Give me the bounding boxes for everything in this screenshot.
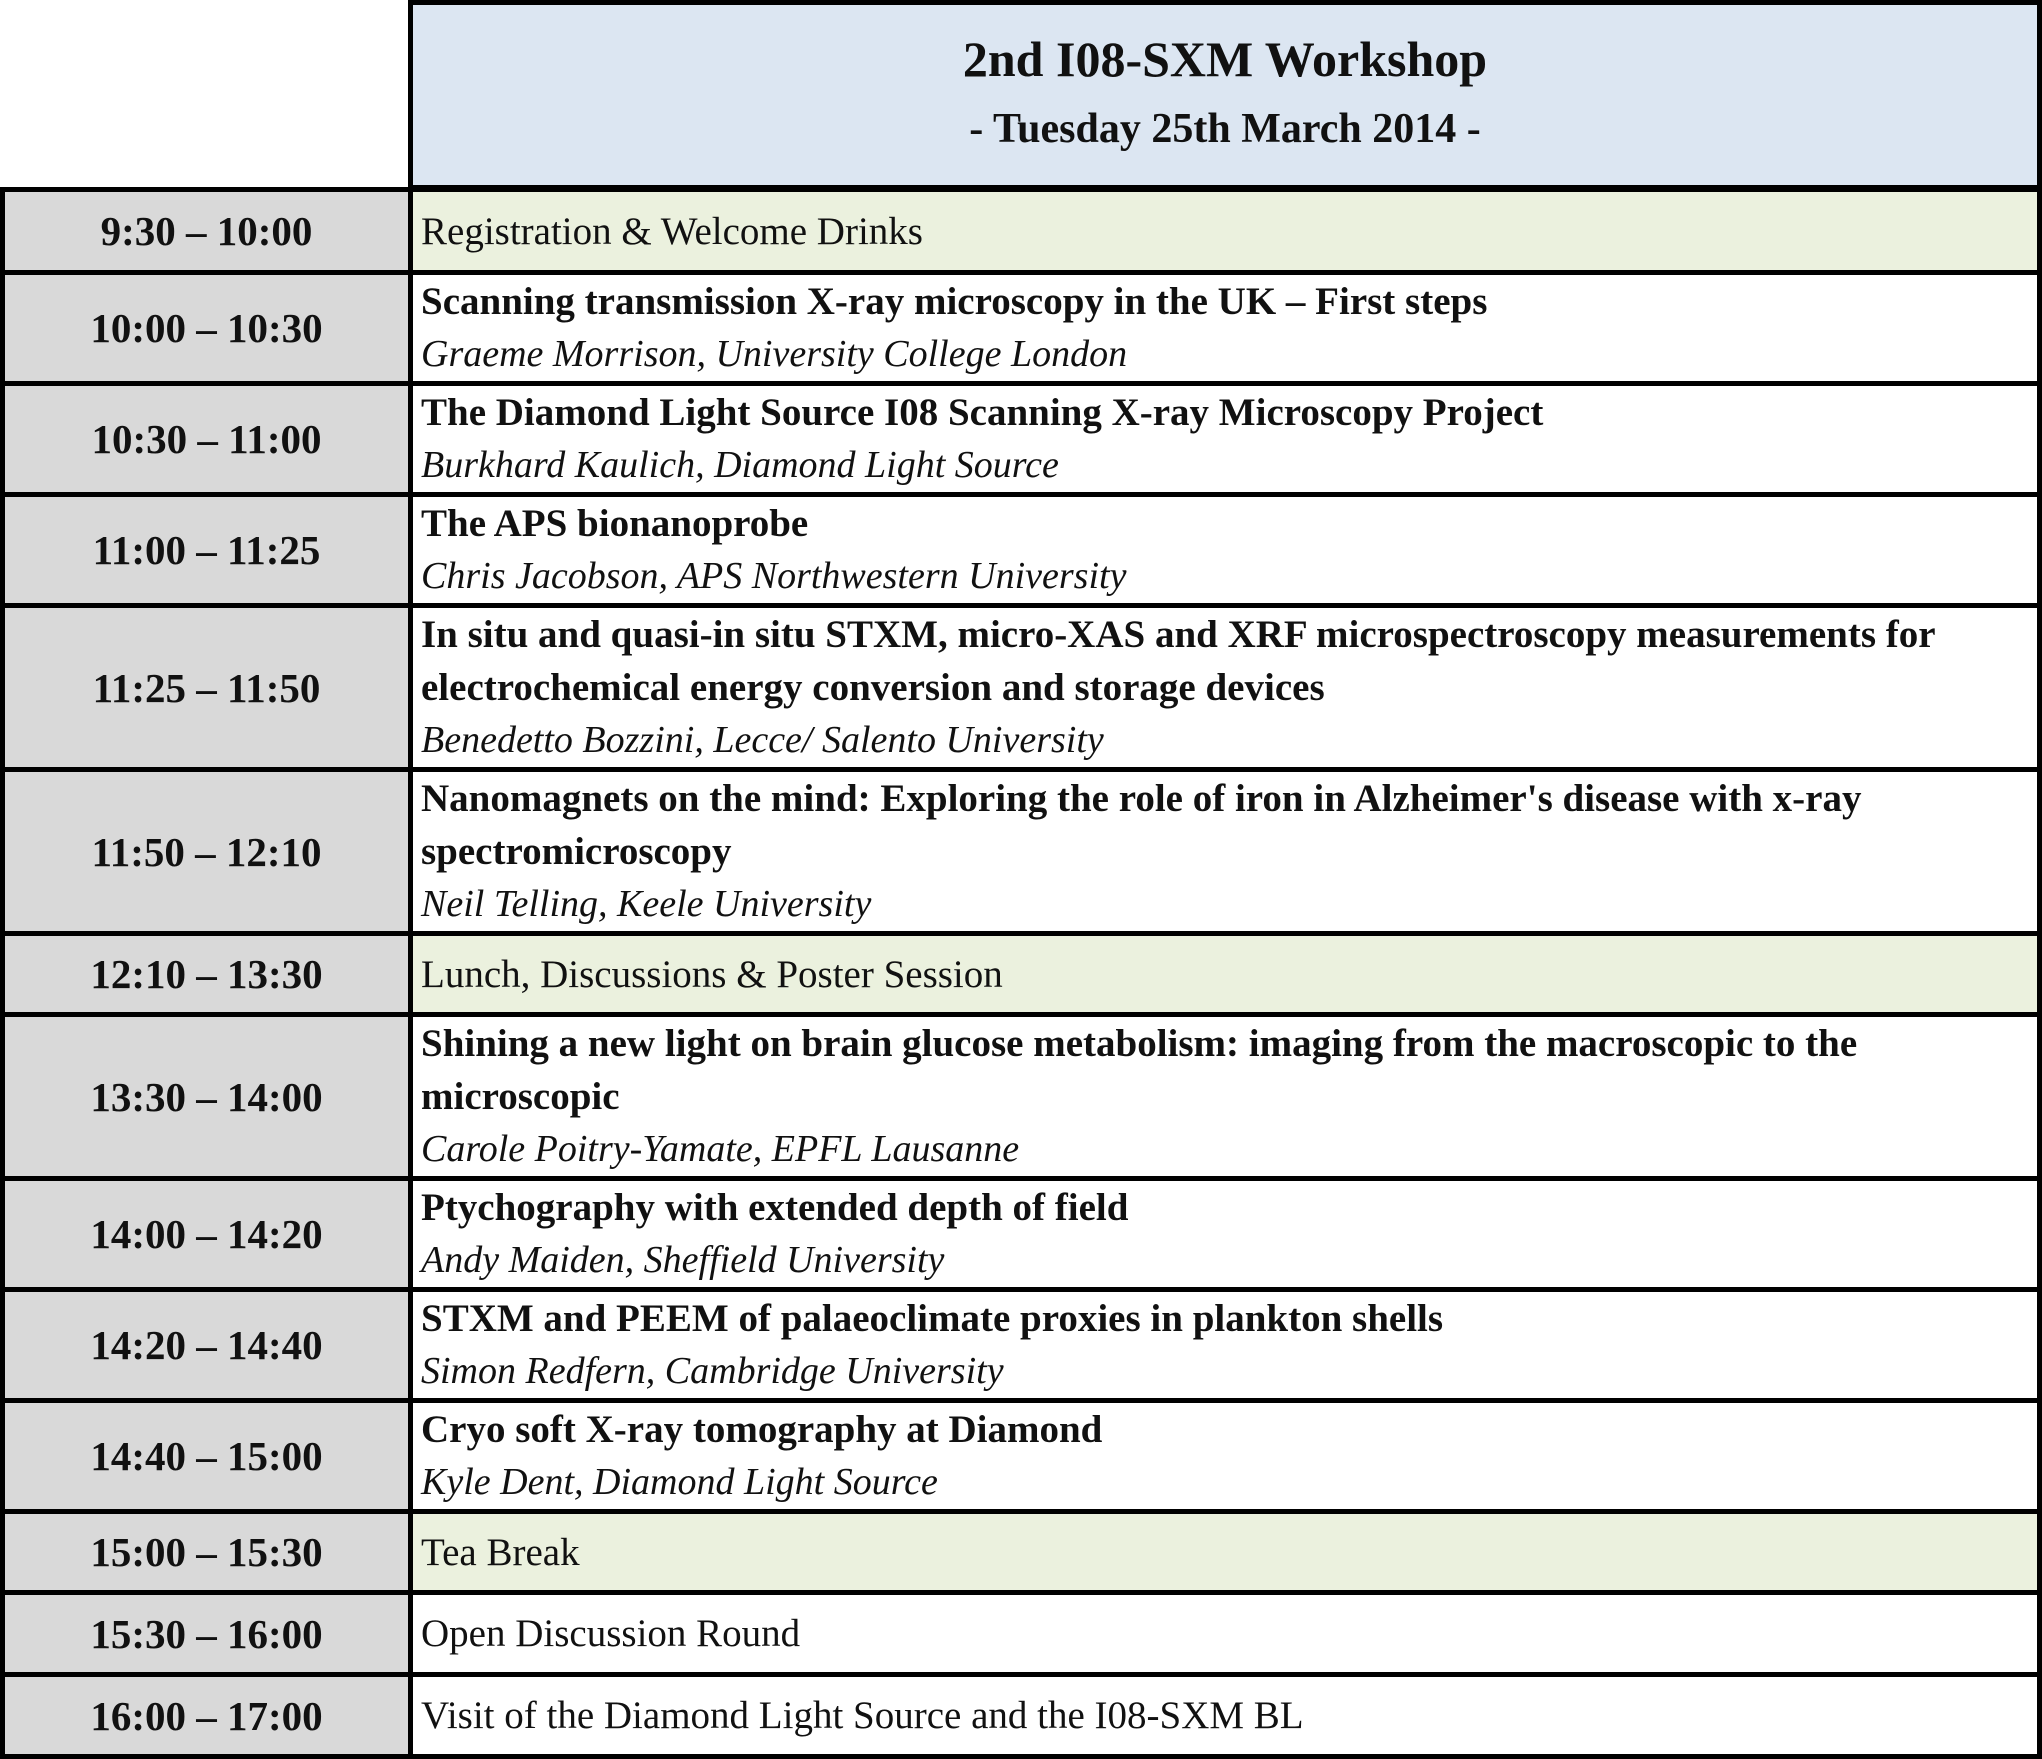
session-content xyxy=(411,273,2040,384)
schedule-row xyxy=(3,495,2040,606)
schedule-row xyxy=(3,1179,2040,1290)
schedule-row xyxy=(3,190,2040,273)
talk-speaker: Kyle Dent, Diamond Light Source xyxy=(421,1461,938,1503)
session-content xyxy=(411,1401,2040,1512)
talk-speaker: Neil Telling, Keele University xyxy=(421,883,872,925)
schedule-row xyxy=(3,1290,2040,1401)
schedule-row xyxy=(3,1512,2040,1593)
session-time: 15:00 – 15:30 xyxy=(3,1512,411,1593)
session-time: 14:40 – 15:00 xyxy=(3,1401,411,1512)
session-content xyxy=(411,606,2040,770)
schedule-row xyxy=(3,1015,2040,1179)
workshop-header xyxy=(408,0,2042,190)
talk-title: Cryo soft X-ray tomography at Diamond xyxy=(421,1408,1103,1451)
session-content xyxy=(411,1179,2040,1290)
session-content xyxy=(411,1015,2040,1179)
session-time: 11:00 – 11:25 xyxy=(3,495,411,606)
schedule-table xyxy=(0,187,2042,1759)
session-time: 14:00 – 14:20 xyxy=(3,1179,411,1290)
session-time: 9:30 – 10:00 xyxy=(3,190,411,273)
session-content xyxy=(411,384,2040,495)
schedule-row xyxy=(3,1675,2040,1757)
session-content xyxy=(411,1290,2040,1401)
session-label: Open Discussion Round xyxy=(421,1612,801,1655)
schedule-row xyxy=(3,934,2040,1015)
session-time: 10:00 – 10:30 xyxy=(3,273,411,384)
session-time: 16:00 – 17:00 xyxy=(3,1675,411,1757)
session-time: 13:30 – 14:00 xyxy=(3,1015,411,1179)
session-content xyxy=(411,934,2040,1015)
talk-title: Scanning transmission X-ray microscopy in the UK – First steps xyxy=(421,280,1488,323)
session-content xyxy=(411,495,2040,606)
session-time: 11:25 – 11:50 xyxy=(3,606,411,770)
session-content xyxy=(411,1593,2040,1675)
talk-title: In situ and quasi-in situ STXM, micro-XAS and XRF microspectroscopy measurements for electrochemical energy conversion and storage devices xyxy=(421,613,1935,709)
session-content xyxy=(411,1675,2040,1757)
talk-speaker: Chris Jacobson, APS Northwestern University xyxy=(421,555,1127,597)
workshop-date: - Tuesday 25th March 2014 - xyxy=(969,106,1481,152)
schedule-row xyxy=(3,273,2040,384)
session-time: 11:50 – 12:10 xyxy=(3,770,411,934)
talk-speaker: Burkhard Kaulich, Diamond Light Source xyxy=(421,444,1059,486)
talk-title: The APS bionanoprobe xyxy=(421,502,809,545)
talk-speaker: Benedetto Bozzini, Lecce/ Salento University xyxy=(421,719,1104,761)
talk-title: Ptychography with extended depth of field xyxy=(421,1186,1129,1229)
session-label: Visit of the Diamond Light Source and the I08-SXM BL xyxy=(421,1694,1304,1737)
talk-title: STXM and PEEM of palaeoclimate proxies in plankton shells xyxy=(421,1297,1444,1340)
session-time: 10:30 – 11:00 xyxy=(3,384,411,495)
session-time: 12:10 – 13:30 xyxy=(3,934,411,1015)
talk-title: Shining a new light on brain glucose metabolism: imaging from the macroscopic to the microscopic xyxy=(421,1022,1858,1118)
workshop-title: 2nd I08-SXM Workshop xyxy=(962,31,1488,87)
talk-speaker: Graeme Morrison, University College London xyxy=(421,333,1128,375)
session-time: 15:30 – 16:00 xyxy=(3,1593,411,1675)
break-label: Lunch, Discussions & Poster Session xyxy=(421,952,1003,996)
session-content xyxy=(411,1512,2040,1593)
schedule-row xyxy=(3,384,2040,495)
talk-title: Nanomagnets on the mind: Exploring the role of iron in Alzheimer's disease with x-ray spectromicroscopy xyxy=(421,777,1862,873)
schedule-row xyxy=(3,1593,2040,1675)
session-content xyxy=(411,190,2040,273)
schedule-row xyxy=(3,1401,2040,1512)
session-time: 14:20 – 14:40 xyxy=(3,1290,411,1401)
session-content xyxy=(411,770,2040,934)
break-label: Tea Break xyxy=(421,1530,580,1574)
talk-title: The Diamond Light Source I08 Scanning X-ray Microscopy Project xyxy=(421,391,1544,434)
talk-speaker: Carole Poitry-Yamate, EPFL Lausanne xyxy=(421,1128,1020,1170)
schedule-row xyxy=(3,770,2040,934)
break-label: Registration & Welcome Drinks xyxy=(421,209,923,253)
talk-speaker: Simon Redfern, Cambridge University xyxy=(421,1350,1004,1392)
talk-speaker: Andy Maiden, Sheffield University xyxy=(421,1239,945,1281)
schedule-row xyxy=(3,606,2040,770)
